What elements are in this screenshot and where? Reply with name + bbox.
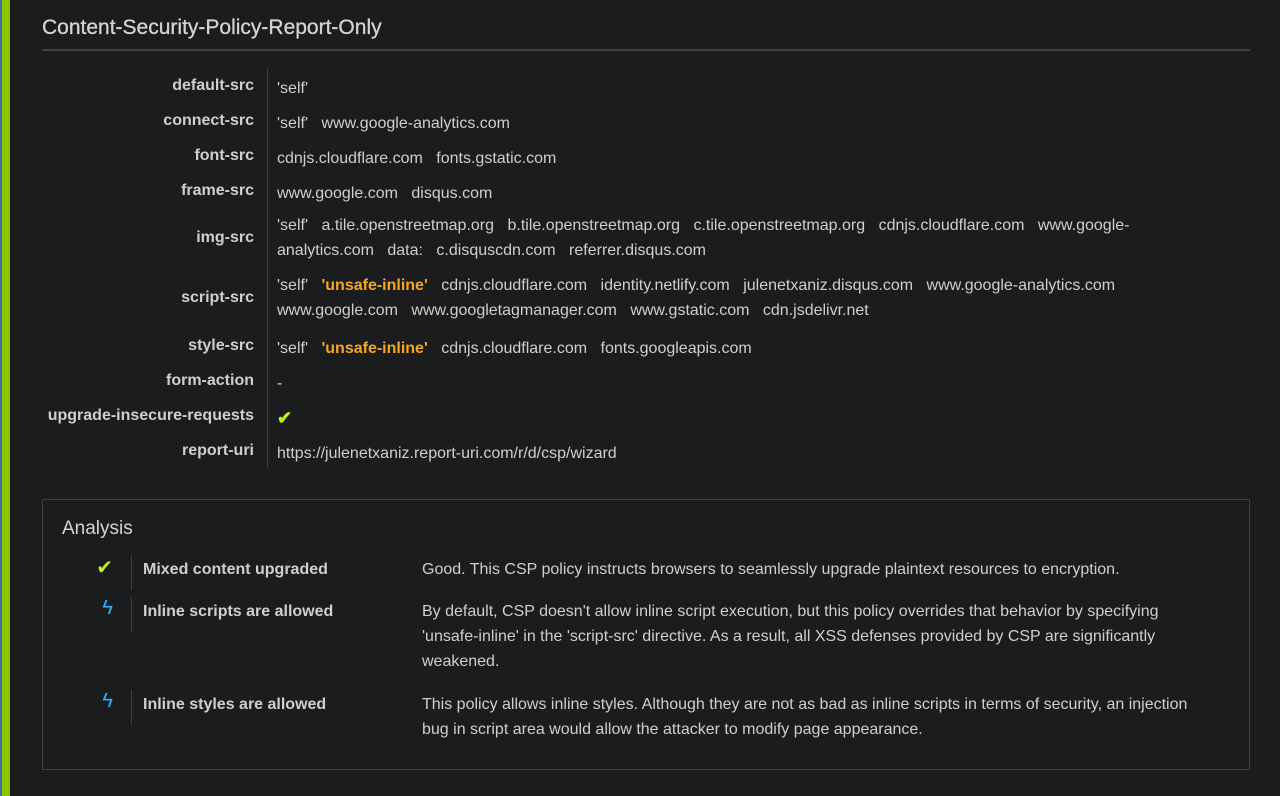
directive-source: c.disquscdn.com <box>436 242 556 259</box>
analysis-item-title: Inline scripts are allowed <box>143 603 334 620</box>
analysis-item-title: Inline styles are allowed <box>143 696 327 713</box>
directive-name: default-src <box>0 68 268 103</box>
analysis-item-description: This policy allows inline styles. Although they are not as bad as inline scripts in terms of security, an injection bug in script area would allow the attacker to modify page appearance. <box>422 696 1188 738</box>
directive-values <box>268 363 1188 398</box>
directive-row <box>0 138 1250 173</box>
directive-source: cdnjs.cloudflare.com <box>441 340 588 357</box>
analysis-panel <box>42 499 1250 770</box>
directive-source: fonts.gstatic.com <box>436 150 557 167</box>
directive-values <box>268 173 1188 208</box>
directive-source: https://julenetxaniz.report-uri.com/r/d/csp/wizard <box>277 445 617 462</box>
directive-row <box>0 208 1250 268</box>
directive-source: www.google-analytics.com <box>926 277 1116 294</box>
directive-values <box>268 433 1188 468</box>
directive-source: www.google.com <box>277 302 398 319</box>
directive-row <box>0 398 1250 433</box>
check-icon: ✔ <box>277 408 293 428</box>
directive-name: style-src <box>0 328 268 363</box>
directive-name: report-uri <box>0 433 268 468</box>
directive-row <box>0 103 1250 138</box>
directive-row <box>0 268 1250 328</box>
directive-source: www.google-analytics.com <box>321 115 510 132</box>
directive-row <box>0 433 1250 468</box>
directive-row <box>0 363 1250 398</box>
directive-source: www.google.com <box>277 185 398 202</box>
directive-source: cdnjs.cloudflare.com <box>277 150 423 167</box>
directive-source: 'self' <box>277 277 309 294</box>
directive-source: cdn.jsdelivr.net <box>762 302 869 319</box>
directive-values <box>268 103 1188 138</box>
check-icon: ✔ <box>43 555 132 590</box>
analysis-item <box>43 690 1251 742</box>
directive-source: disqus.com <box>411 185 493 202</box>
directive-source: www.googletagmanager.com <box>411 302 617 319</box>
directive-source: data: <box>387 242 423 259</box>
directive-source: fonts.googleapis.com <box>600 340 752 357</box>
directive-row <box>0 68 1250 103</box>
directive-values <box>268 328 1188 363</box>
directive-source: 'self' <box>277 217 309 234</box>
directive-values <box>268 68 1188 103</box>
directive-source: 'self' <box>277 80 309 97</box>
directive-source: 'unsafe-inline' <box>321 340 428 357</box>
directive-source: referrer.disqus.com <box>569 242 706 259</box>
directive-source: 'self' <box>277 115 309 132</box>
page-title: Content-Security-Policy-Report-Only <box>42 16 1250 51</box>
directive-source: cdnjs.cloudflare.com <box>441 277 588 294</box>
directive-source: julenetxaniz.disqus.com <box>743 277 914 294</box>
directive-name: script-src <box>0 268 268 328</box>
lightning-icon: ϟ <box>43 690 132 725</box>
directive-values <box>268 268 1188 328</box>
directive-source: www.gstatic.com <box>630 302 750 319</box>
directive-source: identity.netlify.com <box>600 277 730 294</box>
analysis-item-description: Good. This CSP policy instructs browsers to seamlessly upgrade plaintext resources to encryption. <box>422 561 1120 578</box>
directive-name: frame-src <box>0 173 268 208</box>
directive-source: a.tile.openstreetmap.org <box>321 217 495 234</box>
directive-source: c.tile.openstreetmap.org <box>693 217 866 234</box>
directive-source: www.google-analytics.com <box>277 217 1130 259</box>
directive-source: b.tile.openstreetmap.org <box>507 217 681 234</box>
directive-name: upgrade-insecure-requests <box>0 398 268 433</box>
directive-name: font-src <box>0 138 268 173</box>
directive-name: form-action <box>0 363 268 398</box>
directive-name: connect-src <box>0 103 268 138</box>
directive-name: img-src <box>0 208 268 268</box>
directive-values <box>268 138 1188 173</box>
analysis-item-title: Mixed content upgraded <box>143 561 328 578</box>
directive-source: 'unsafe-inline' <box>321 277 428 294</box>
csp-directives-table <box>0 68 1250 468</box>
directive-source: - <box>277 375 283 392</box>
analysis-title: Analysis <box>62 518 133 539</box>
directive-values <box>268 208 1188 268</box>
analysis-item <box>43 555 1251 590</box>
directive-source: 'self' <box>277 340 309 357</box>
lightning-icon: ϟ <box>43 597 132 632</box>
analysis-item-description: By default, CSP doesn't allow inline script execution, but this policy overrides that behavior by specifying 'unsafe-inline' in the 'script-src' directive. As a result, all XSS defenses provided by CSP are significantly weakened. <box>422 603 1159 670</box>
analysis-item <box>43 597 1251 674</box>
directive-values <box>268 398 1188 433</box>
directive-row <box>0 328 1250 363</box>
directive-source: cdnjs.cloudflare.com <box>878 217 1025 234</box>
directive-row <box>0 173 1250 208</box>
